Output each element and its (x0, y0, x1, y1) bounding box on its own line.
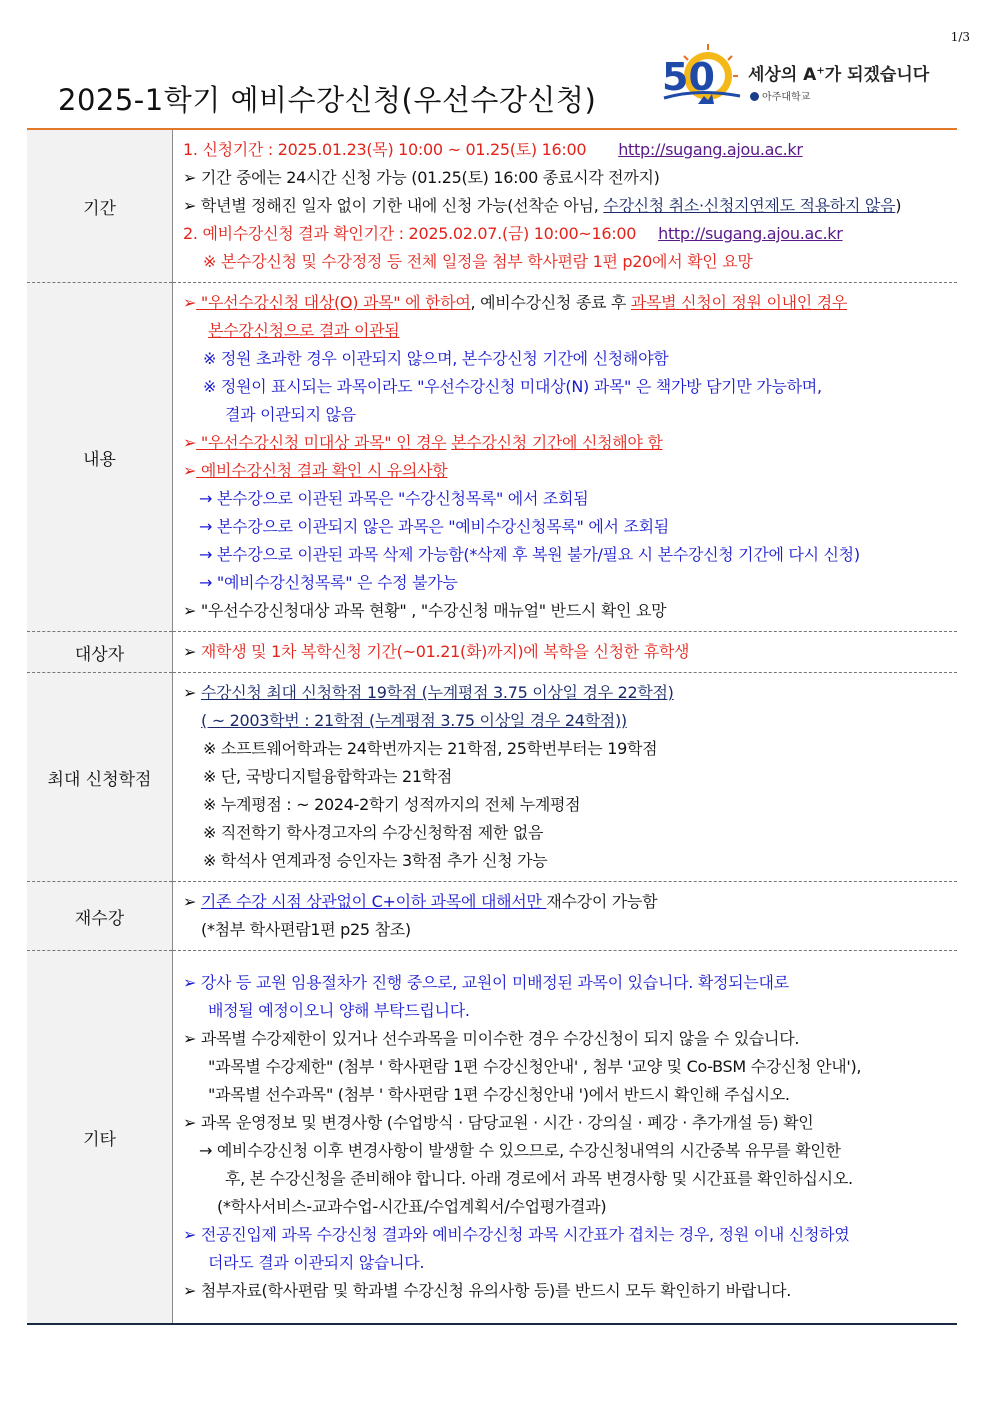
content-line: ( ~ 2003학번 : 21학점 (누계평점 3.75 이상일 경우 24학점)) (201, 711, 627, 730)
arrow-icon: ➢ (183, 892, 201, 911)
row-label: 최대 신청학점 (27, 673, 173, 882)
content-line: ※ 단, 국방디지털융합학과는 21학점 (203, 767, 453, 786)
slogan (748, 60, 929, 85)
content-line (183, 457, 953, 485)
content-line: (*첨부 학사편람1편 p25 참조) (201, 920, 411, 939)
line-part: 수강신청 취소·신청지연제도 적용하지 않음 (603, 196, 896, 215)
content-line: → 본수강으로 이관된 과목은 "수강신청목록" 에서 조회됨 (199, 489, 589, 508)
row-label: 내용 (27, 283, 173, 632)
row-content (173, 951, 958, 1325)
content-line: → 본수강으로 이관되지 않은 과목은 "예비수강신청목록" 에서 조회됨 (199, 517, 669, 536)
content-line: → "예비수강신청목록" 은 수정 불가능 (199, 573, 458, 592)
content-line: ※ 직전학기 학사경고자의 수강신청학점 제한 없음 (203, 823, 544, 842)
line-part: , 예비수강신청 종료 후 (470, 293, 631, 312)
row-content-detail (27, 283, 957, 632)
application-period: 1. 신청기간 : 2025.01.23(목) 10:00 ~ 01.25(토) 16:00 (183, 140, 587, 159)
anniversary-50-emblem (658, 42, 742, 116)
row-label: 기타 (27, 951, 173, 1325)
content-line: ※ 학석사 연계과정 승인자는 3학점 추가 신청 가능 (203, 851, 548, 870)
row-eligibility (27, 632, 957, 673)
content-line: "과목별 선수과목" (첨부 ' 학사편람 1편 수강신청안내 ')에서 반드시 확인해 주십시오. (208, 1085, 790, 1104)
content-line: ➢ 과목별 수강제한이 있거나 선수과목을 미이수한 경우 수강신청이 되지 않을 수 있습니다. (183, 1029, 800, 1048)
line-part: 재학생 및 1차 복학신청 기간(~01.21(화)까지)에 복학을 신청한 휴학생 (200, 642, 690, 661)
content-line: ➢ 과목 운영정보 및 변경사항 (수업방식 · 담당교원 · 시간 · 강의실 · 폐강 · 추가개설 등) 확인 (183, 1113, 814, 1132)
content-line: ※ 정원 초과한 경우 이관되지 않으며, 본수강신청 기간에 신청해야함 (203, 349, 669, 368)
content-line: → 예비수강신청 이후 변경사항이 발생할 수 있으므로, 수강신청내역의 시간중복 유무를 확인한 (199, 1141, 841, 1160)
row-retake (27, 882, 957, 951)
content-line (183, 679, 953, 707)
arrow-icon: ➢ (183, 642, 201, 661)
row-label: 재수강 (27, 882, 173, 951)
row-label: 기간 (27, 129, 173, 283)
line-part: 예비수강신청 결과 확인 시 유의사항 (196, 461, 448, 480)
content-line (183, 192, 953, 220)
row-label: 대상자 (27, 632, 173, 673)
row-content (173, 632, 958, 673)
content-line: ※ 정원이 표시되는 과목이라도 "우선수강신청 미대상(N) 과목" 은 책가방 담기만 가능하며, (203, 377, 822, 396)
content-line: "과목별 수강제한" (첨부 ' 학사편람 1편 수강신청안내' , 첨부 '교양 및 Co-BSM 수강신청 안내'), (208, 1057, 862, 1076)
line-part: ➢ 학년별 정해진 일자 없이 기한 내에 신청 가능(선착순 아님, (183, 196, 604, 215)
content-line: ※ 누계평점 : ~ 2024-2학기 성적까지의 전체 누계평점 (203, 795, 581, 814)
sugang-link[interactable]: http://sugang.ajou.ac.kr (658, 224, 843, 243)
line-part: 기존 수강 시점 상관없이 C+이하 과목에 대해서만 (200, 892, 547, 911)
slogan-tail: 가 되겠습니다 (824, 65, 930, 85)
content-line: ➢ 첨부자료(학사편람 및 학과별 수강신청 유의사항 등)를 반드시 모두 확인하기 바랍니다. (183, 1281, 792, 1300)
content-line: 배정될 예정이오니 양해 부탁드립니다. (208, 1001, 470, 1020)
content-line (183, 429, 953, 457)
line-part: ) (895, 196, 902, 215)
line-part: "우선수강신청 미대상 과목" 인 경우 (196, 433, 447, 452)
row-etc (27, 951, 957, 1325)
line-part: 수강신청 최대 신청학점 19학점 (누계평점 3.75 이상일 경우 22학점) (200, 683, 674, 702)
arrow-icon: ➢ (183, 461, 197, 480)
row-period (27, 129, 957, 283)
result-check-period: 2. 예비수강신청 결과 확인기간 : 2025.02.07.(금) 10:00~16:00 (183, 224, 637, 243)
university-name-text: 아주대학교 (762, 92, 811, 103)
arrow-icon: ➢ (183, 433, 197, 452)
content-line: ➢ 기간 중에는 24시간 신청 가능 (01.25(토) 16:00 종료시각 전까지) (183, 168, 660, 187)
row-content (173, 673, 958, 882)
content-line: 후, 본 수강신청을 준비해야 합니다. 아래 경로에서 과목 변경사항 및 시간표를 확인하십시오. (225, 1169, 853, 1188)
row-content (173, 882, 958, 951)
content-line: → 본수강으로 이관된 과목 삭제 가능함(*삭제 후 복원 불가/필요 시 본수강신청 기간에 다시 신청) (199, 545, 860, 564)
content-line: 본수강신청으로 결과 이관됨 (208, 321, 400, 340)
content-line (183, 888, 953, 916)
line-part: 본수강신청 기간에 신청해야 함 (451, 433, 663, 452)
university-logo (658, 40, 958, 120)
content-line: ➢ 강사 등 교원 임용절차가 진행 중으로, 교원이 미배정된 과목이 있습니다. 확정되는대로 (183, 973, 789, 992)
slogan-sup: + (816, 65, 825, 77)
university-name (750, 88, 810, 103)
row-content (173, 283, 958, 632)
content-line: ※ 소프트웨어학과는 24학번까지는 21학점, 25학번부터는 19학점 (203, 739, 658, 758)
line-part: "우선수강신청 대상(O) 과목" 에 한하여 (196, 293, 471, 312)
arrow-icon: ➢ (183, 293, 197, 312)
line-part: 과목별 신청이 정원 이내인 경우 (630, 293, 848, 312)
content-line: ※ 본수강신청 및 수강정정 등 전체 일정을 첨부 학사편람 1편 p20에서 확인 요망 (203, 252, 753, 271)
content-line: 결과 이관되지 않음 (225, 405, 356, 424)
page-number: 1/3 (950, 30, 970, 44)
sugang-link[interactable]: http://sugang.ajou.ac.kr (618, 140, 803, 159)
content-line (183, 289, 953, 317)
arrow-icon: ➢ (183, 683, 201, 702)
content-line: ➢ "우선수강신청대상 과목 현황" , "수강신청 매뉴얼" 반드시 확인 요망 (183, 601, 667, 620)
line-part: 재수강이 가능함 (546, 892, 658, 911)
content-line: ➢ 전공진입제 과목 수강신청 결과와 예비수강신청 과목 시간표가 겹치는 경우, 정원 이내 신청하였 (183, 1225, 850, 1244)
content-line (183, 136, 953, 164)
university-seal-icon (750, 92, 759, 101)
content-line: 더라도 결과 이관되지 않습니다. (208, 1253, 425, 1272)
document-title: 2025-1학기 예비수강신청(우선수강신청) (58, 83, 597, 117)
content-line: (*학사서비스-교과수업-시간표/수업계획서/수업평가결과) (217, 1197, 607, 1216)
emblem-number: 50 (662, 55, 715, 99)
notice-table (27, 128, 957, 1325)
content-line (183, 638, 953, 666)
row-content (173, 129, 958, 283)
content-line (183, 220, 953, 248)
slogan-text: 세상의 A (748, 65, 817, 85)
row-max-credits (27, 673, 957, 882)
